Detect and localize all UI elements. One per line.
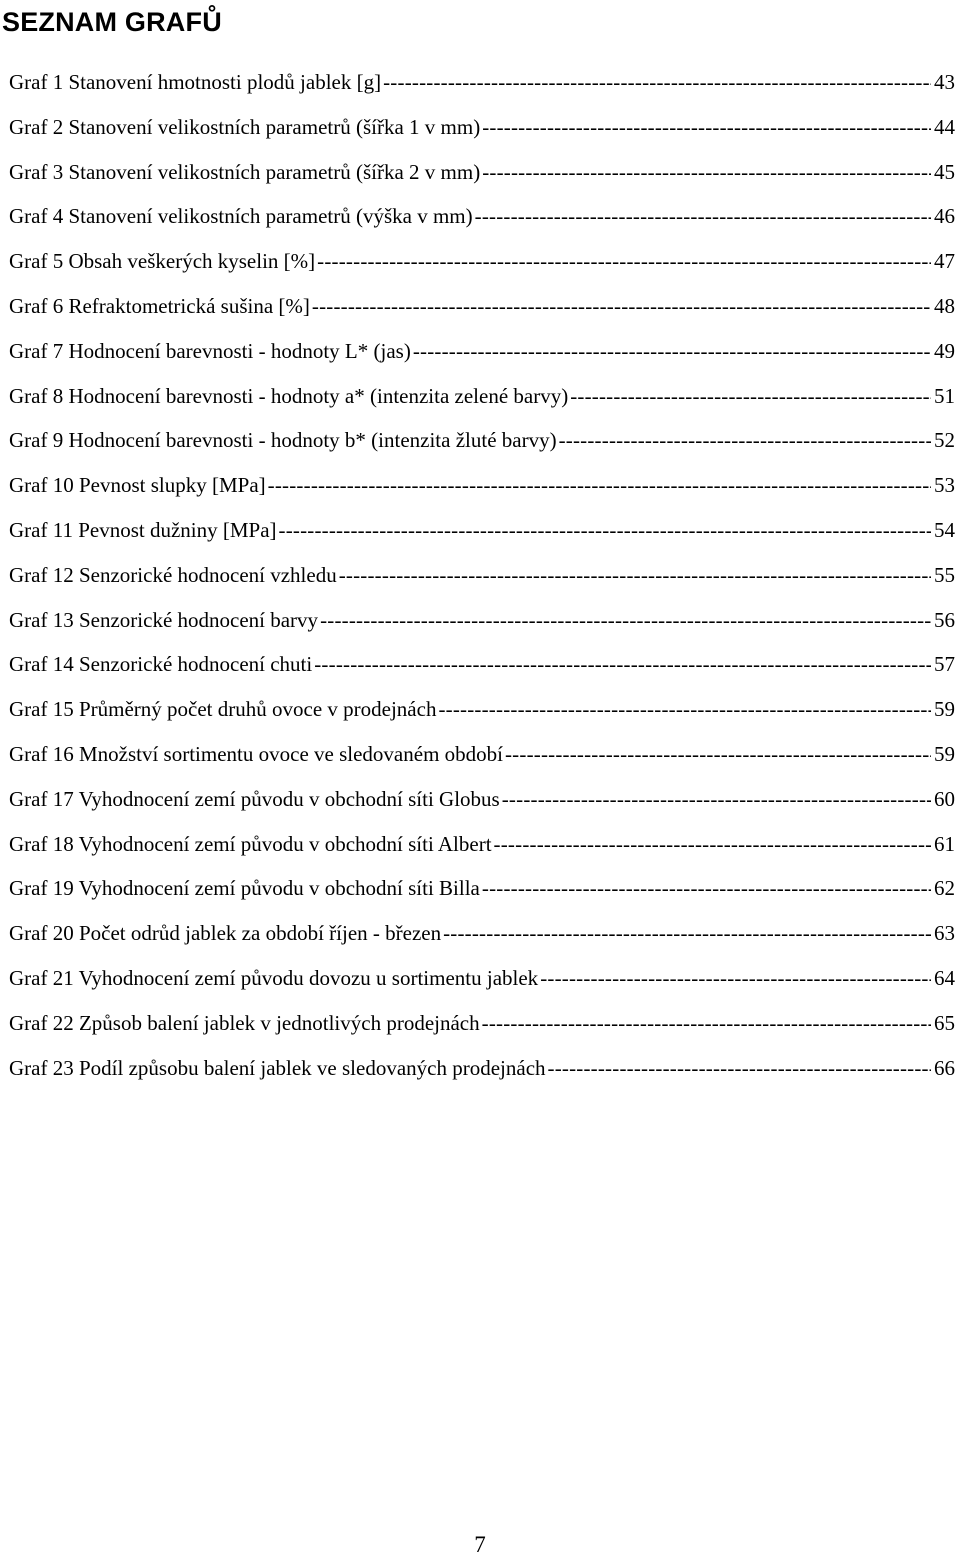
toc-entry[interactable] [9, 736, 955, 781]
toc-entry-label: Graf 1 Stanovení hmotnosti plodů jablek [g] [9, 70, 382, 94]
dot-leader [540, 960, 931, 996]
toc-entry[interactable] [9, 378, 955, 423]
page-title: SEZNAM GRAFŮ [2, 7, 222, 37]
toc-entry-label: Graf 7 Hodnocení barevnosti - hodnoty L* (jas) [9, 338, 411, 363]
toc-entry-label: Graf 10 Pevnost slupky [MPa] [9, 473, 266, 498]
toc-entry-label: Graf 18 Vyhodnocení zemí původu v obchodní síti Albert [9, 831, 492, 856]
toc-entry[interactable] [9, 826, 955, 871]
toc-entry[interactable] [9, 109, 955, 154]
toc-entry[interactable] [9, 646, 955, 691]
toc-entry[interactable] [9, 243, 955, 288]
dot-leader [320, 602, 931, 638]
toc-entry-label: Graf 23 Podíl způsobu balení jablek ve sledovaných prodejnách [9, 1055, 546, 1080]
toc-entry-label: Graf 6 Refraktometrická sušina [%] [9, 293, 310, 318]
toc-entry-page: 47 [934, 249, 955, 274]
toc-entry-label: Graf 16 Množství sortimentu ovoce ve sledovaném období [9, 741, 503, 766]
dot-leader [494, 826, 931, 862]
toc-entry[interactable] [9, 960, 955, 1005]
toc-entry-page: 64 [934, 965, 955, 990]
toc-entry[interactable] [9, 915, 955, 960]
dot-leader [559, 422, 931, 458]
toc-entry-label: Graf 21 Vyhodnocení zemí původu dovozu u sortimentu jablek [9, 965, 539, 990]
toc-entry-label: Graf 20 Počet odrůd jablek za období říjen - březen [9, 921, 442, 946]
toc-entry-page: 62 [934, 876, 955, 901]
dot-leader [482, 154, 931, 190]
dot-leader [505, 736, 931, 772]
dot-leader [413, 333, 931, 369]
list-of-graphs [9, 64, 955, 1094]
toc-entry-page: 43 [934, 70, 955, 94]
toc-entry-page: 52 [934, 428, 955, 453]
toc-entry[interactable] [9, 64, 955, 109]
toc-entry-label: Graf 3 Stanovení velikostních parametrů (šířka 2 v mm) [9, 159, 481, 184]
toc-entry-page: 59 [934, 697, 955, 722]
dot-leader [482, 870, 931, 906]
toc-entry-page: 54 [934, 517, 955, 542]
toc-entry-page: 59 [934, 741, 955, 766]
toc-entry-label: Graf 19 Vyhodnocení zemí původu v obchodní síti Billa [9, 876, 480, 901]
toc-entry-label: Graf 14 Senzorické hodnocení chuti [9, 652, 313, 677]
toc-entry[interactable] [9, 691, 955, 736]
dot-leader [482, 1005, 931, 1041]
dot-leader [279, 512, 931, 548]
dot-leader [438, 691, 931, 727]
toc-entry[interactable] [9, 781, 955, 826]
toc-entry[interactable] [9, 333, 955, 378]
toc-entry[interactable] [9, 870, 955, 915]
toc-entry-page: 63 [934, 921, 955, 946]
toc-entry-page: 60 [934, 786, 955, 811]
toc-entry[interactable] [9, 288, 955, 333]
toc-entry-label: Graf 15 Průměrný počet druhů ovoce v prodejnách [9, 697, 437, 722]
toc-entry[interactable] [9, 1050, 955, 1095]
toc-entry-page: 61 [934, 831, 955, 856]
page-number: 7 [474, 1532, 486, 1557]
toc-entry-label: Graf 13 Senzorické hodnocení barvy [9, 607, 319, 632]
toc-entry-page: 51 [934, 383, 955, 408]
dot-leader [383, 64, 931, 100]
toc-entry-page: 49 [934, 338, 955, 363]
dot-leader [317, 243, 931, 279]
toc-entry[interactable] [9, 602, 955, 647]
toc-entry-page: 66 [934, 1055, 955, 1080]
toc-entry[interactable] [9, 557, 955, 602]
toc-entry-page: 45 [934, 159, 955, 184]
toc-entry-label: Graf 22 Způsob balení jablek v jednotlivých prodejnách [9, 1010, 480, 1035]
toc-entry-page: 48 [934, 293, 955, 318]
dot-leader [314, 646, 931, 682]
toc-entry-page: 46 [934, 204, 955, 229]
toc-entry-label: Graf 11 Pevnost dužniny [MPa] [9, 517, 277, 542]
toc-entry-label: Graf 4 Stanovení velikostních parametrů (výška v mm) [9, 204, 473, 229]
dot-leader [312, 288, 931, 324]
toc-entry[interactable] [9, 154, 955, 199]
toc-entry[interactable] [9, 198, 955, 243]
toc-entry-label: Graf 17 Vyhodnocení zemí původu v obchodní síti Globus [9, 786, 500, 811]
dot-leader [502, 781, 931, 817]
toc-entry[interactable] [9, 467, 955, 512]
toc-entry-label: Graf 12 Senzorické hodnocení vzhledu [9, 562, 337, 587]
dot-leader [482, 109, 931, 145]
dot-leader [548, 1050, 931, 1086]
dot-leader [268, 467, 931, 503]
dot-leader [475, 198, 931, 234]
toc-entry-page: 57 [934, 652, 955, 677]
toc-entry-page: 65 [934, 1010, 955, 1035]
toc-entry[interactable] [9, 1005, 955, 1050]
dot-leader [339, 557, 931, 593]
dot-leader [570, 378, 931, 414]
toc-entry[interactable] [9, 512, 955, 557]
dot-leader [443, 915, 931, 951]
toc-entry-page: 44 [934, 114, 955, 139]
toc-entry-label: Graf 5 Obsah veškerých kyselin [%] [9, 249, 316, 274]
toc-entry-page: 56 [934, 607, 955, 632]
toc-entry-page: 53 [934, 473, 955, 498]
toc-entry-label: Graf 9 Hodnocení barevnosti - hodnoty b* (intenzita žluté barvy) [9, 428, 557, 453]
toc-entry[interactable] [9, 422, 955, 467]
toc-entry-page: 55 [934, 562, 955, 587]
toc-entry-label: Graf 8 Hodnocení barevnosti - hodnoty a* (intenzita zelené barvy) [9, 383, 569, 408]
toc-entry-label: Graf 2 Stanovení velikostních parametrů (šířka 1 v mm) [9, 114, 481, 139]
